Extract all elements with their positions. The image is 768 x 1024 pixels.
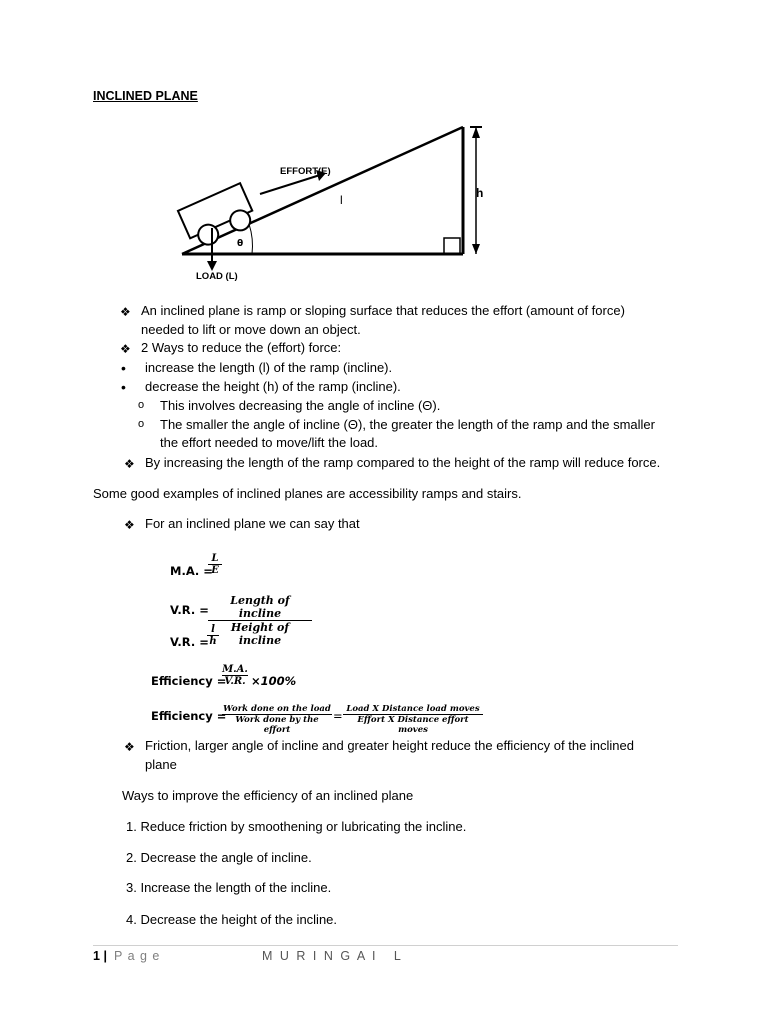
ma-denominator: E (211, 565, 219, 576)
page-title: INCLINED PLANE (93, 89, 198, 103)
circle-bullet-icon: o (138, 418, 145, 430)
vr-formula-label: V.R. = (170, 635, 209, 649)
text-line: Some good examples of inclined planes are accessibility ramps and stairs. (93, 486, 522, 501)
diamond-bullet-icon: ❖ (124, 457, 135, 471)
list-item: 4. Decrease the height of the incline. (126, 912, 338, 927)
effort-distance-denominator: Effort X Distance effort moves (357, 715, 469, 735)
list-item: 2. Decrease the angle of incline. (126, 850, 312, 865)
inclined-plane-diagram (160, 118, 500, 288)
text-line: needed to lift or move down an object. (141, 322, 361, 337)
list-item: 1. Reduce friction by smoothening or lubricating the incline. (126, 819, 467, 834)
text-line: An inclined plane is ramp or sloping surface that reduces the effort (amount of force) (141, 303, 625, 318)
author-name: M U R I N G A I L (262, 949, 403, 963)
angle-label: θ (237, 239, 244, 249)
height-label: h (476, 186, 484, 200)
dot-bullet-icon: • (121, 360, 126, 376)
efficiency-work-fraction (222, 704, 332, 735)
vr-lh-fraction (207, 624, 219, 647)
circle-bullet-icon: o (138, 399, 145, 411)
text-line: This involves decreasing the angle of incline (Θ). (160, 398, 441, 413)
work-load-numerator: Work done on the load (223, 704, 331, 714)
ma-numerator: L (211, 553, 219, 564)
effort-label: EFFORT(E) (280, 166, 331, 177)
text-line: the effort needed to move/lift the load. (160, 435, 379, 450)
vr-length-fraction (208, 594, 312, 647)
vr-formula-label: V.R. = (170, 603, 209, 617)
efficiency-percent: ×100% (251, 674, 297, 688)
length-label: l (340, 193, 343, 207)
page-number (93, 949, 107, 963)
work-effort-denominator: Work done by the effort (235, 715, 319, 735)
diamond-bullet-icon: ❖ (120, 305, 131, 319)
vr-height-denominator: Height of incline (230, 621, 290, 647)
diamond-bullet-icon: ❖ (120, 342, 131, 356)
efficiency-ma-numerator: M.A. (222, 664, 248, 675)
vr-length-numerator: Length of incline (230, 594, 290, 620)
vr-l-numerator: l (211, 624, 215, 635)
load-label: LOAD (L) (196, 271, 238, 282)
efficiency-formula-label: Efficiency = (151, 674, 227, 688)
load-distance-numerator: Load X Distance load moves (346, 704, 480, 714)
text-line: The smaller the angle of incline (Θ), the greater the length of the ramp and the smaller (160, 417, 655, 432)
page-word: P a g e (114, 949, 161, 963)
text-line: 2 Ways to reduce the (effort) force: (141, 340, 342, 355)
vr-h-denominator: h (209, 636, 217, 647)
diamond-bullet-icon: ❖ (124, 740, 135, 754)
list-item: 3. Increase the length of the incline. (126, 880, 332, 895)
ma-formula-label: M.A. = (170, 564, 213, 578)
page-number-value: 1 (93, 949, 100, 963)
text-line: For an inclined plane we can say that (145, 516, 360, 531)
text-line: increase the length (l) of the ramp (incline). (145, 360, 393, 375)
footer-divider (93, 945, 678, 946)
efficiency-work-formula-label: Efficiency = (151, 709, 227, 723)
dot-bullet-icon: • (121, 379, 126, 395)
diamond-bullet-icon: ❖ (124, 518, 135, 532)
text-line: decrease the height (h) of the ramp (incline). (145, 379, 401, 394)
text-line: By increasing the length of the ramp compared to the height of the ramp will reduce force. (145, 455, 661, 470)
efficiency-distance-fraction (343, 704, 483, 735)
page-separator: | (103, 949, 107, 963)
efficiency-vr-denominator: V.R. (224, 676, 246, 687)
ma-fraction (208, 553, 222, 576)
text-line: plane (145, 757, 177, 772)
text-line: Ways to improve the efficiency of an inclined plane (122, 788, 414, 803)
text-line: Friction, larger angle of incline and greater height reduce the efficiency of the inclined (145, 738, 634, 753)
equals-sign: = (333, 709, 343, 723)
efficiency-ma-vr-fraction (222, 664, 248, 687)
